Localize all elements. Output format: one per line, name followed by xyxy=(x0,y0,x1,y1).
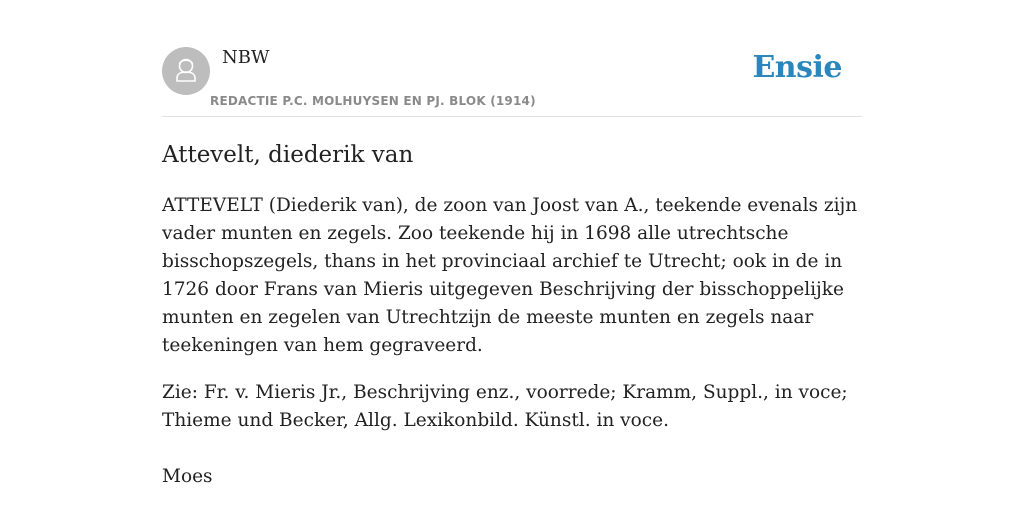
source-header xyxy=(162,40,862,117)
source-subtitle: REDACTIE P.C. MOLHUYSEN EN PJ. BLOK (1914) xyxy=(210,94,536,108)
article-author: Moes xyxy=(162,466,213,487)
ensie-logo-link[interactable]: Ensie xyxy=(752,50,842,85)
user-silhouette-icon[interactable] xyxy=(162,47,210,95)
article-paragraph: ATTEVELT (Diederik van), de zoon van Joost van A., teekende evenals zijn vader munten en zegels. Zoo teekende hij in 1698 alle utrechtsche bisschopszegels, thans in het provinciaal archief te Utrecht; ook in de in 1726 door Frans van Mieris uitgegeven Beschrijving der bisschoppelijke munten en zegelen van Utrechtzijn de meeste munten en zegels naar teekeningen van hem gegraveerd. xyxy=(162,195,858,356)
article-body xyxy=(162,192,862,510)
article-references: Zie: Fr. v. Mieris Jr., Beschrijving enz., voorrede; Kramm, Suppl., in voce; Thieme und Becker, Allg. Lexikonbild. Künstl. in voce. xyxy=(162,382,848,431)
source-name-link[interactable]: NBW xyxy=(222,47,270,68)
article-title: Attevelt, diederik van xyxy=(162,142,414,168)
